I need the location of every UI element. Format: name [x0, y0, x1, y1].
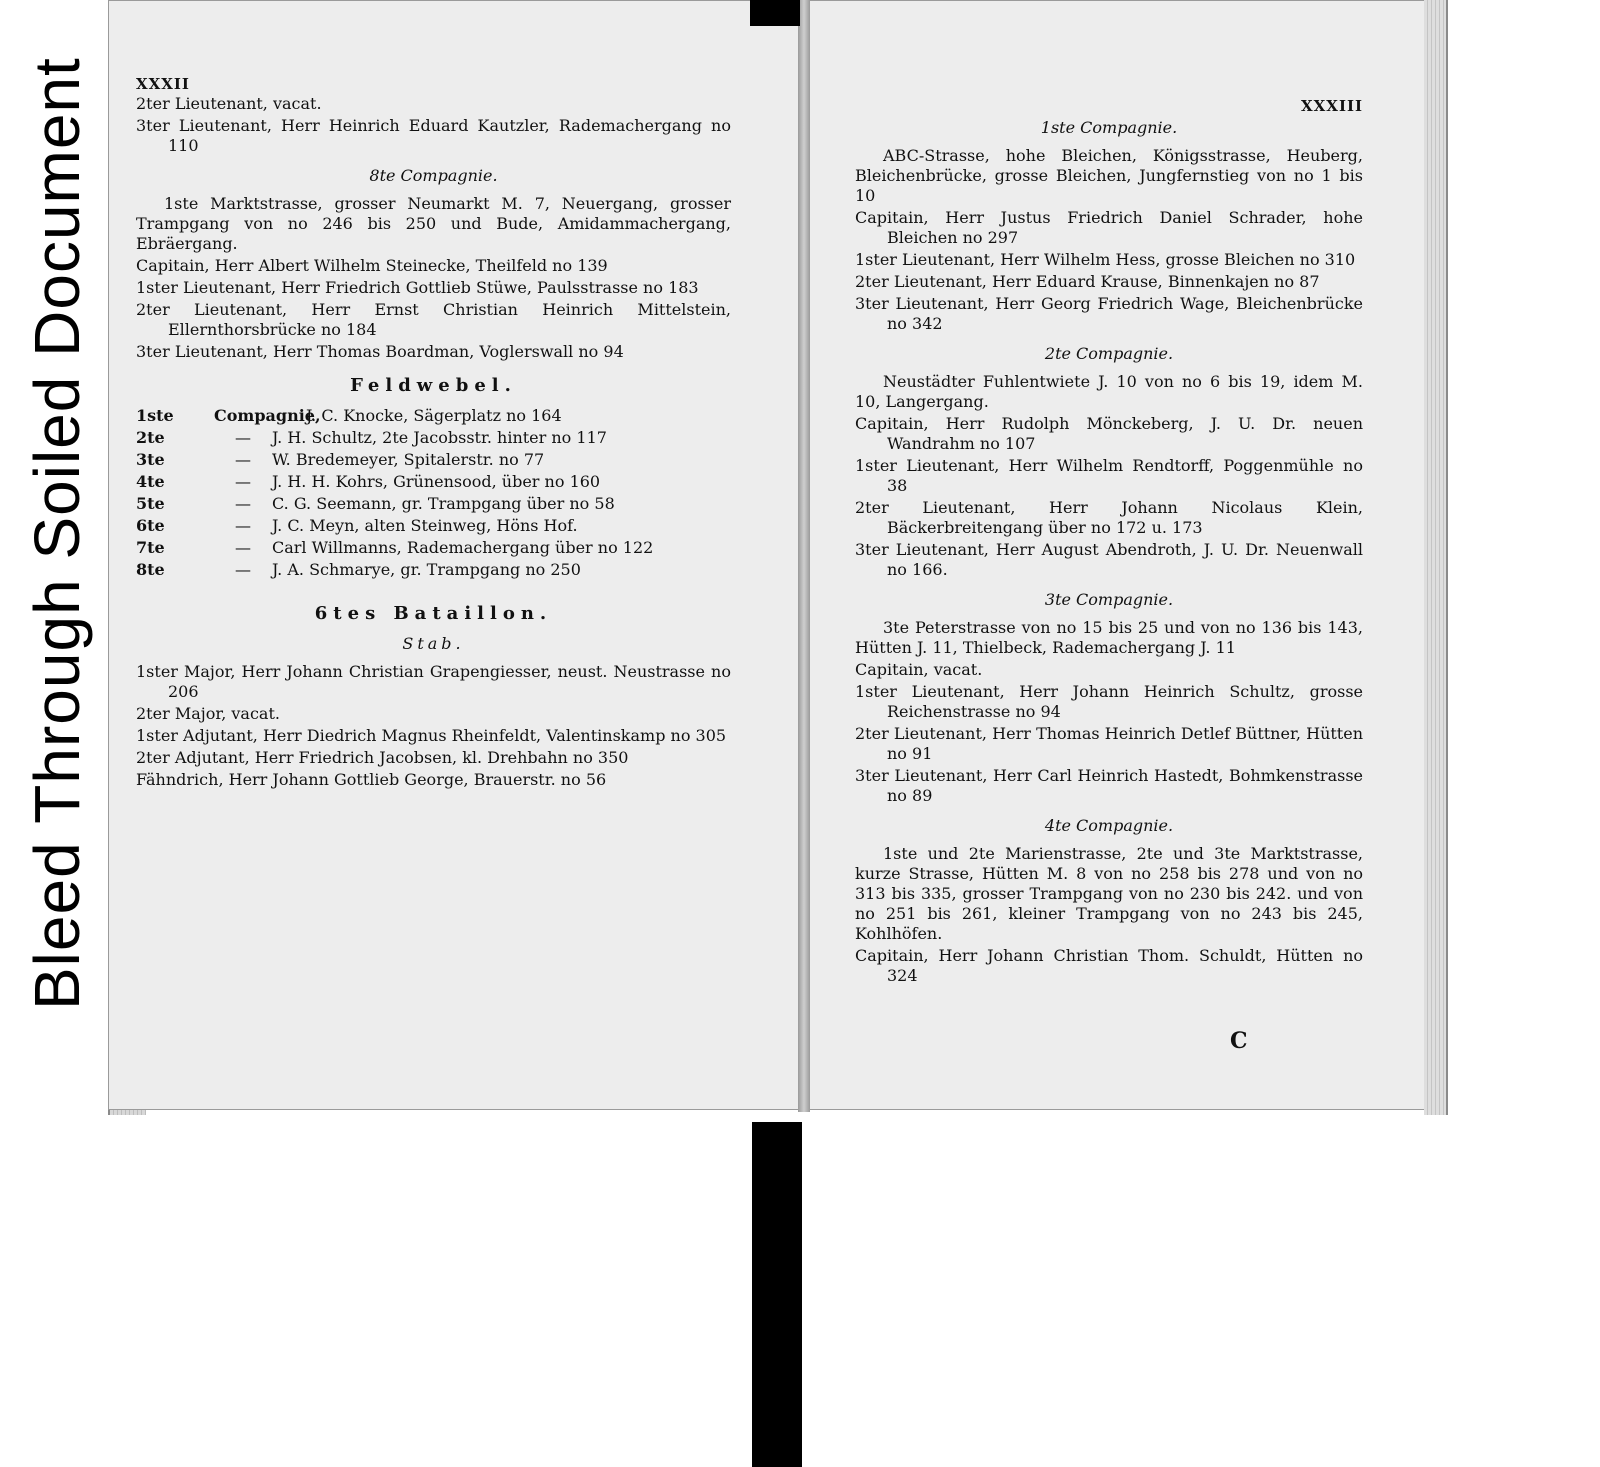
entry: 3ter Lieutenant, Herr Thomas Boardman, Voglerswall no 94	[136, 342, 624, 361]
entry: 2ter Lieutenant, Herr Thomas Heinrich Detlef Büttner, Hütten no 91	[855, 724, 1363, 763]
entry: Capitain, Herr Justus Friedrich Daniel Schrader, hohe Bleichen no 297	[855, 208, 1363, 247]
feldwebel-ordinal: 2te	[136, 428, 165, 447]
feldwebel-ordinal: 1ste	[136, 406, 174, 425]
company-streets: 3te Peterstrasse von no 15 bis 25 und von no 136 bis 143, Hütten J. 11, Thielbeck, Rademachergang J. 11	[855, 618, 1363, 657]
feldwebel-dash: —	[235, 516, 251, 535]
feldwebel-ordinal: 5te	[136, 494, 165, 513]
company-heading: 8te Compagnie.	[369, 166, 498, 185]
feldwebel-text: J. H. H. Kohrs, Grünensood, über no 160	[272, 472, 601, 491]
feldwebel-text: Carl Willmanns, Rademachergang über no 122	[272, 538, 654, 557]
feldwebel-dash: —	[235, 538, 251, 557]
feldwebel-ordinal: 4te	[136, 472, 165, 491]
entry: Capitain, Herr Rudolph Mönckeberg, J. U. Dr. neuen Wandrahm no 107	[855, 414, 1363, 453]
entry: 1ster Major, Herr Johann Christian Grapengiesser, neust. Neustrasse no 206	[136, 662, 731, 701]
entry: 1ster Adjutant, Herr Diedrich Magnus Rheinfeldt, Valentinskamp no 305	[136, 726, 727, 745]
feldwebel-text: J. C. Knocke, Sägerplatz no 164	[306, 406, 562, 425]
entry: 2ter Adjutant, Herr Friedrich Jacobsen, kl. Drehbahn no 350	[136, 748, 629, 767]
feldwebel-text: J. H. Schultz, 2te Jacobsstr. hinter no 117	[272, 428, 607, 447]
entry: 1ster Lieutenant, Herr Friedrich Gottlieb Stüwe, Paulsstrasse no 183	[136, 278, 699, 297]
feldwebel-ordinal: 6te	[136, 516, 165, 535]
bookmark-ribbon-bottom	[752, 1122, 802, 1467]
page-number-left: XXXII	[136, 75, 190, 93]
feldwebel-row	[136, 538, 731, 558]
entry: 1ster Lieutenant, Herr Wilhelm Hess, grosse Bleichen no 310	[855, 250, 1356, 269]
entry: 2ter Major, vacat.	[136, 704, 280, 723]
feldwebel-ordinal: 3te	[136, 450, 165, 469]
battalion-heading: 6tes Bataillon.	[314, 603, 553, 624]
entry: 3ter Lieutenant, Herr Georg Friedrich Wage, Bleichenbrücke no 342	[855, 294, 1363, 333]
entry: 2ter Lieutenant, Herr Ernst Christian Heinrich Mittelstein, Ellernthorsbrücke no 184	[136, 300, 731, 339]
feldwebel-text: C. G. Seemann, gr. Trampgang über no 58	[272, 494, 615, 513]
entry: 2ter Lieutenant, Herr Johann Nicolaus Klein, Bäckerbreitengang über no 172 u. 173	[855, 498, 1363, 537]
feldwebel-row	[136, 560, 731, 580]
feldwebel-ordinal: 7te	[136, 538, 165, 557]
signature-mark: C	[1230, 1028, 1248, 1054]
feldwebel-row	[136, 472, 731, 492]
company-streets: 1ste Marktstrasse, grosser Neumarkt M. 7, Neuergang, grosser Trampgang von no 246 bis 250 und Bude, Amidammachergang, Ebräergang.	[136, 194, 731, 253]
company-streets: Neustädter Fuhlentwiete J. 10 von no 6 bis 19, idem M. 10, Langergang.	[855, 372, 1363, 411]
bookmark-ribbon-top	[750, 0, 800, 26]
company-streets: ABC-Strasse, hohe Bleichen, Königsstrasse, Heuberg, Bleichenbrücke, grosse Bleichen, Jungfernstieg von no 1 bis 10	[855, 146, 1363, 205]
feldwebel-dash: —	[235, 560, 251, 579]
entry: 3ter Lieutenant, Herr Heinrich Eduard Kautzler, Rademachergang no 110	[136, 116, 731, 155]
entry: 1ster Lieutenant, Herr Wilhelm Rendtorff, Poggenmühle no 38	[855, 456, 1363, 495]
entry: Capitain, vacat.	[855, 660, 983, 679]
feldwebel-row	[136, 450, 731, 470]
feldwebel-dash: Compagnie,	[214, 406, 321, 425]
company-heading: 1ste Compagnie.	[1040, 118, 1178, 137]
feldwebel-row	[136, 406, 731, 426]
entry: 3ter Lieutenant, Herr August Abendroth, J. U. Dr. Neuenwall no 166.	[855, 540, 1363, 579]
company-streets: 1ste und 2te Marienstrasse, 2te und 3te Marktstrasse, kurze Strasse, Hütten M. 8 von no 258 bis 278 und von no 313 bis 335, grosser Trampgang von no 230 bis 242. und von no 251 bis 261, kleiner Trampgang von no 243 bis 245, Kohlhöfen.	[855, 844, 1363, 943]
book-gutter	[798, 0, 810, 1112]
entry: 2ter Lieutenant, vacat.	[136, 94, 322, 113]
entry: 1ster Lieutenant, Herr Johann Heinrich Schultz, grosse Reichenstrasse no 94	[855, 682, 1363, 721]
right-page-edges	[1424, 0, 1448, 1115]
right-page-text	[855, 96, 1363, 988]
feldwebel-text: J. A. Schmarye, gr. Trampgang no 250	[272, 560, 581, 579]
feldwebel-row	[136, 494, 731, 514]
feldwebel-dash: —	[235, 428, 251, 447]
feldwebel-ordinal: 8te	[136, 560, 165, 579]
company-heading: 4te Compagnie.	[1044, 816, 1174, 835]
company-heading: 2te Compagnie.	[1044, 344, 1174, 363]
watermark-label: Bleed Through Soiled Document	[21, 57, 93, 1010]
feldwebel-text: J. C. Meyn, alten Steinweg, Höns Hof.	[272, 516, 578, 535]
page-number-right: XXXIII	[1301, 97, 1363, 115]
feldwebel-row	[136, 428, 731, 448]
feldwebel-text: W. Bredemeyer, Spitalerstr. no 77	[272, 450, 545, 469]
feldwebel-row	[136, 516, 731, 536]
feldwebel-dash: —	[235, 450, 251, 469]
feldwebel-dash: —	[235, 494, 251, 513]
feldwebel-dash: —	[235, 472, 251, 491]
entry: 2ter Lieutenant, Herr Eduard Krause, Binnenkajen no 87	[855, 272, 1320, 291]
company-heading: 3te Compagnie.	[1044, 590, 1174, 609]
entry: Fähndrich, Herr Johann Gottlieb George, Brauerstr. no 56	[136, 770, 607, 789]
entry: Capitain, Herr Johann Christian Thom. Schuldt, Hütten no 324	[855, 946, 1363, 985]
staff-heading: Stab.	[402, 634, 465, 653]
section-heading: Feldwebel.	[350, 375, 517, 396]
entry: 3ter Lieutenant, Herr Carl Heinrich Hastedt, Bohmkenstrasse no 89	[855, 766, 1363, 805]
left-page-text	[136, 74, 731, 792]
entry: Capitain, Herr Albert Wilhelm Steinecke, Theilfeld no 139	[136, 256, 608, 275]
